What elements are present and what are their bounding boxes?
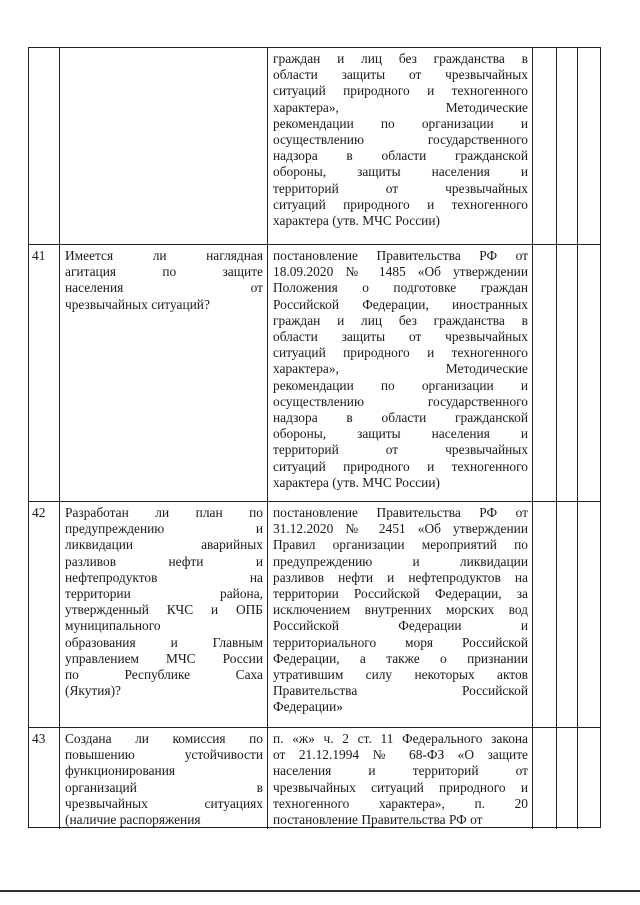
reference-text-line: предупреждению и ликвидации	[273, 553, 528, 569]
reference-cell	[268, 48, 533, 244]
question-text-line: управлением МЧС России	[65, 650, 263, 666]
mark-cell-no	[557, 245, 578, 501]
question-text-line: Разработан ли план по	[65, 505, 263, 520]
question-text-line: муниципального	[65, 618, 161, 634]
row-number-cell: 42	[29, 502, 60, 727]
reference-text-line: надзора в области гражданской	[273, 410, 528, 426]
mark-cell-na	[578, 502, 600, 727]
reference-text-line: осуществлению государственного	[273, 132, 528, 148]
reference-text-line: характера», Методические	[273, 361, 528, 377]
reference-text-line: постановление Правительства РФ от	[273, 505, 528, 520]
reference-text-line: Правительства Российской	[273, 683, 528, 699]
reference-text-line: 18.09.2020 № 1485 «Об утверждении	[273, 264, 528, 280]
question-cell	[60, 48, 268, 244]
question-text-line: образования и Главным	[65, 634, 263, 650]
question-text-line: Имеется ли наглядная	[65, 248, 263, 263]
reference-text-line: рекомендации по организации и	[273, 115, 528, 131]
reference-text-line: Федерации»	[273, 699, 343, 715]
question-text-line: территории района,	[65, 586, 263, 602]
row-number-cell	[29, 48, 60, 244]
question-text-line: нефтепродуктов на	[65, 569, 263, 585]
reference-text-line: области защиты от чрезвычайных	[273, 329, 528, 345]
question-text-line: предупреждению и	[65, 521, 263, 537]
reference-text-line: п. «ж» ч. 2 ст. 11 Федерального закона	[273, 731, 528, 746]
reference-text-line: 31.12.2020 № 2451 «Об утверждении	[273, 521, 528, 537]
reference-text-line: утратившим силу некоторых актов	[273, 667, 528, 683]
reference-text-line: надзора в области гражданской	[273, 148, 528, 164]
reference-text-line: характера», Методические	[273, 99, 528, 115]
reference-text-line: обороны, защиты населения и	[273, 164, 528, 180]
question-cell	[60, 502, 268, 727]
reference-text-line: обороны, защиты населения и	[273, 426, 528, 442]
mark-cell-no	[557, 728, 578, 829]
reference-text-line: характера (утв. МЧС России)	[273, 474, 440, 490]
mark-cell-yes	[533, 48, 557, 244]
question-text-line: функционирования	[65, 763, 176, 779]
reference-text-line: постановление Правительства РФ от	[273, 248, 528, 263]
reference-text-line: Российской Федерации, иностранных	[273, 296, 528, 312]
reference-text-line: Положения о подготовке граждан	[273, 280, 528, 296]
document-table	[28, 47, 601, 828]
question-text-line: (Якутия)?	[65, 683, 121, 699]
reference-cell	[268, 245, 533, 501]
reference-text-line: ситуаций природного и техногенного	[273, 196, 528, 212]
reference-text-line: рекомендации по организации и	[273, 377, 528, 393]
page-bottom-rule	[0, 890, 640, 892]
reference-text-line: населения и территорий от	[273, 763, 528, 779]
question-text-line: (наличие распоряжения	[65, 812, 201, 828]
table-row	[29, 244, 600, 501]
reference-text-line: разливов нефти и нефтепродуктов на	[273, 569, 528, 585]
mark-cell-na	[578, 48, 600, 244]
reference-text-line: территории Российской Федерации, за	[273, 586, 528, 602]
reference-text-line: территорий от чрезвычайных	[273, 180, 528, 196]
table-row	[29, 727, 600, 829]
question-text-line: чрезвычайных ситуаций?	[65, 296, 210, 312]
question-cell	[60, 245, 268, 501]
question-text-line: населения от	[65, 280, 263, 296]
reference-text-line: техногенного характера», п. 20	[273, 795, 528, 811]
reference-text-line: области защиты от чрезвычайных	[273, 67, 528, 83]
question-text-line: ликвидации аварийных	[65, 537, 263, 553]
question-text-line: разливов нефти и	[65, 553, 263, 569]
mark-cell-no	[557, 48, 578, 244]
mark-cell-yes	[533, 728, 557, 829]
reference-text-line: территорий от чрезвычайных	[273, 442, 528, 458]
reference-text-line: ситуаций природного и техногенного	[273, 83, 528, 99]
mark-cell-yes	[533, 245, 557, 501]
reference-text-line: характера (утв. МЧС России)	[273, 213, 440, 229]
mark-cell-na	[578, 245, 600, 501]
question-cell	[60, 728, 268, 829]
question-text-line: Создана ли комиссия по	[65, 731, 263, 746]
row-number-cell: 43	[29, 728, 60, 829]
reference-text-line: осуществлению государственного	[273, 393, 528, 409]
reference-cell	[268, 502, 533, 727]
table-row	[29, 501, 600, 727]
row-number-cell: 41	[29, 245, 60, 501]
question-text-line: повышению устойчивости	[65, 747, 263, 763]
reference-text-line: граждан и лиц без гражданства в	[273, 51, 528, 66]
reference-text-line: Правил организации мероприятий по	[273, 537, 528, 553]
reference-text-line: Федерации, а также о признании	[273, 650, 528, 666]
reference-text-line: ситуаций природного и техногенного	[273, 458, 528, 474]
question-text-line: утвержденный КЧС и ОПБ	[65, 602, 263, 618]
question-text-line: агитация по защите	[65, 264, 263, 280]
reference-text-line: Российской Федерации и	[273, 618, 528, 634]
reference-text-line: ситуаций природного и техногенного	[273, 345, 528, 361]
mark-cell-na	[578, 728, 600, 829]
mark-cell-yes	[533, 502, 557, 727]
mark-cell-no	[557, 502, 578, 727]
reference-cell	[268, 728, 533, 829]
table-row	[29, 48, 600, 244]
reference-text-line: исключением внутренних морских вод	[273, 602, 528, 618]
reference-text-line: постановление Правительства РФ от	[273, 812, 483, 828]
reference-text-line: граждан и лиц без гражданства в	[273, 312, 528, 328]
reference-text-line: территориального моря Российской	[273, 634, 528, 650]
reference-text-line: чрезвычайных ситуаций природного и	[273, 779, 528, 795]
reference-text-line: от 21.12.1994 № 68-ФЗ «О защите	[273, 747, 528, 763]
question-text-line: по Республике Саха	[65, 667, 263, 683]
question-text-line: организаций в	[65, 779, 263, 795]
question-text-line: чрезвычайных ситуациях	[65, 795, 263, 811]
